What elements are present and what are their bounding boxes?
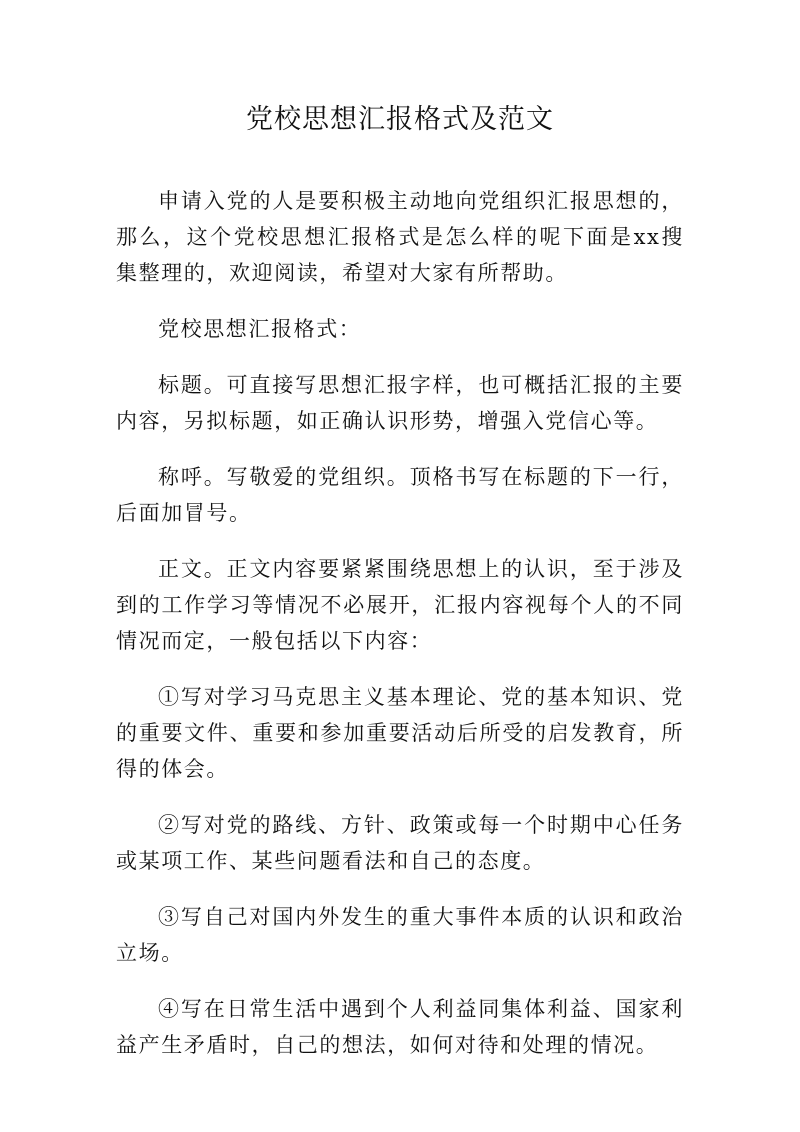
- paragraph-item-2: ②写对党的路线、方针、政策或每一个时期中心任务或某项工作、某些问题看法和自己的态度。: [116, 813, 684, 873]
- paragraph-title-rule: 标题。可直接写思想汇报字样，也可概括汇报的主要内容，另拟标题，如正确认识形势，增强入党信心等。: [116, 373, 684, 433]
- paragraph-body-rule: 正文。正文内容要紧紧围绕思想上的认识，至于涉及到的工作学习等情况不必展开，汇报内容视每个人的不同情况而定，一般包括以下内容：: [116, 557, 684, 653]
- paragraph-format-heading: 党校思想汇报格式：: [158, 317, 362, 341]
- paragraph-intro: 申请入党的人是要积极主动地向党组织汇报思想的，那么，这个党校思想汇报格式是怎么样的呢下面是xx搜集整理的，欢迎阅读，希望对大家有所帮助。: [116, 189, 684, 285]
- paragraph-item-3: ③写自己对国内外发生的重大事件本质的认识和政治立场。: [116, 905, 684, 965]
- paragraph-item-4: ④写在日常生活中遇到个人利益同集体利益、国家利益产生矛盾时，自己的想法，如何对待和处理的情况。: [116, 997, 684, 1057]
- paragraph-item-1: ①写对学习马克思主义基本理论、党的基本知识、党的重要文件、重要和参加重要活动后所受的启发教育，所得的体会。: [116, 685, 684, 781]
- document-title: 党校思想汇报格式及范文: [246, 104, 554, 135]
- paragraph-salutation-rule: 称呼。写敬爱的党组织。顶格书写在标题的下一行，后面加冒号。: [116, 465, 684, 525]
- document-body: [116, 183, 684, 1063]
